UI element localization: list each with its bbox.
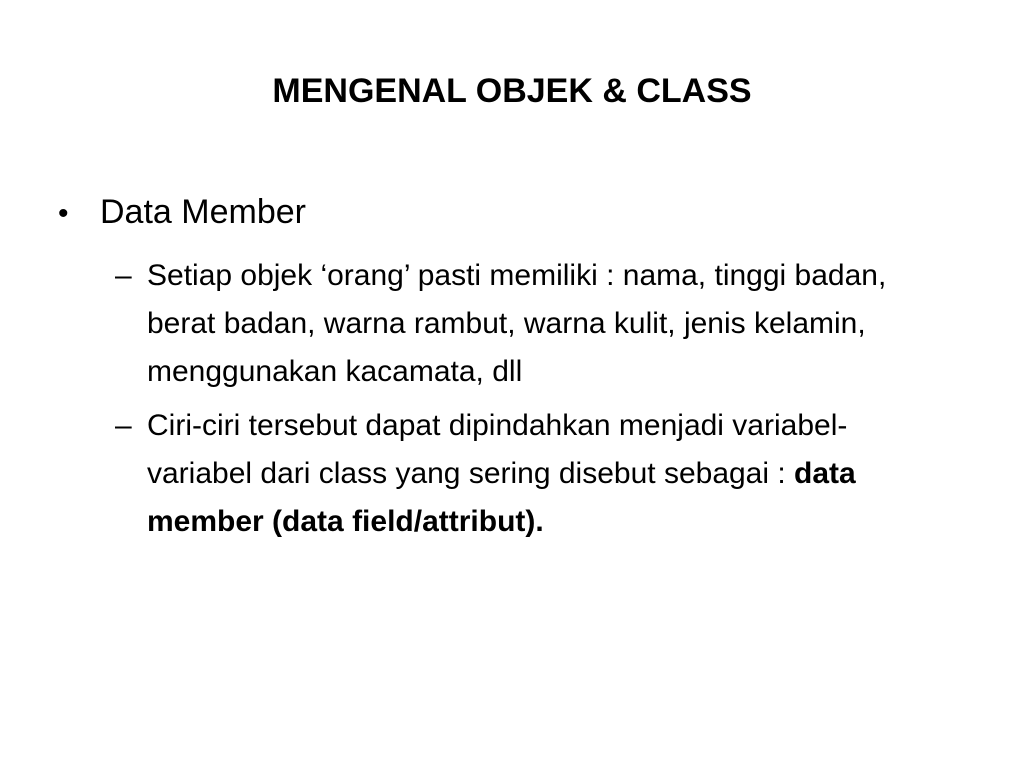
dash-marker: – bbox=[115, 259, 132, 292]
sub-bullet-text-container bbox=[147, 402, 950, 546]
bullet-list bbox=[58, 190, 958, 236]
sub-bullet-list bbox=[115, 252, 950, 552]
bullet-item-data-member bbox=[58, 190, 958, 236]
dash-marker: – bbox=[115, 409, 132, 442]
bold-term: data member (data field/attribut). bbox=[147, 457, 856, 538]
bullet-label: Data Member bbox=[100, 193, 306, 231]
sub-bullet-item bbox=[115, 252, 950, 396]
sub-bullet-text: Ciri-ciri tersebut dapat dipindahkan menjadi variabel-variabel dari class yang sering disebut sebagai : bbox=[147, 409, 848, 490]
bullet-marker: • bbox=[58, 197, 69, 230]
slide-title: MENGENAL OBJEK & CLASS bbox=[272, 72, 752, 110]
sub-bullet-text: Setiap objek ‘orang’ pasti memiliki : nama, tinggi badan, berat badan, warna rambut, warna kulit, jenis kelamin, menggunakan kacamata, dll bbox=[147, 259, 887, 388]
sub-bullet-item bbox=[115, 402, 950, 546]
